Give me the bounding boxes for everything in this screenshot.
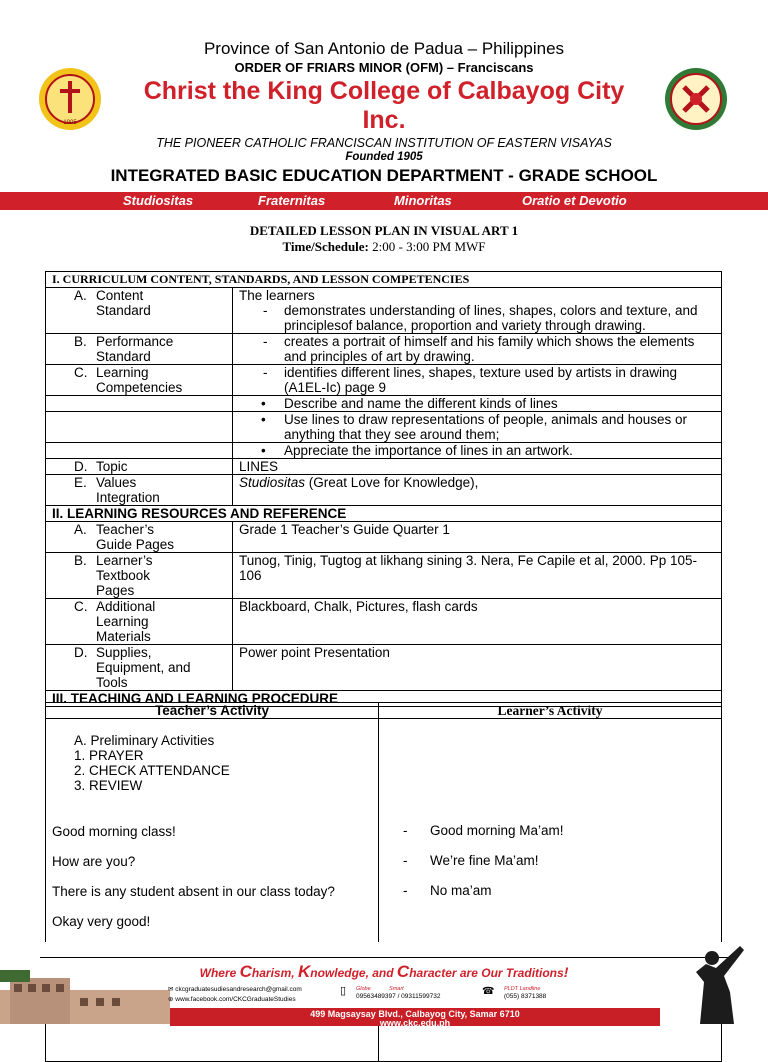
slogan-excl: !: [563, 964, 569, 980]
tg-letter: A.: [74, 522, 87, 537]
lesson-plan-table: [45, 271, 722, 707]
schedule-value: 2:00 - 3:00 PM MWF: [372, 239, 486, 254]
values-letter: E.: [74, 475, 87, 490]
lt-label2: Textbook: [96, 568, 151, 583]
row-learners-textbook: [46, 553, 722, 599]
plan-title: DETAILED LESSON PLAN IN VISUAL ART 1: [249, 223, 519, 238]
contact-mobile: [340, 985, 440, 1001]
row-teachers-guide: [46, 522, 722, 553]
tg-label1: Teacher’s: [96, 522, 155, 537]
seal-year: 1905: [63, 120, 77, 126]
su-letter: D.: [74, 645, 88, 660]
row-content-standard: [46, 288, 722, 334]
schedule-label: Time/Schedule:: [282, 239, 369, 254]
telephone-icon: ☎: [482, 986, 495, 997]
statue-image: [660, 942, 768, 1024]
tg-label: [46, 522, 233, 553]
contact-landline: [482, 985, 546, 1001]
am-label: [46, 599, 233, 645]
learn-letter: C.: [74, 365, 88, 380]
row-topic: [46, 459, 722, 475]
prelim-activities: A. Preliminary Activities: [74, 733, 215, 748]
contact-mobile-numbers: 09563489397 / 09311599732: [356, 993, 441, 1000]
slogan-w1: harism,: [251, 966, 298, 980]
topic-letter: D.: [74, 459, 88, 474]
perf-label2: Standard: [96, 349, 151, 364]
website-text[interactable]: www.ckc.edu.ph: [379, 1018, 451, 1028]
am-label1: Additional: [96, 599, 156, 614]
perf-label1: Performance: [96, 334, 174, 349]
tradition-slogan: [0, 962, 768, 982]
lt-value: Tunog, Tinig, Tugtog at likhang sining 3. Nera, Fe Capile et al, 2000. Pp 105-106: [233, 553, 722, 599]
row-values: [46, 475, 722, 506]
learner-line-2: - We’re fine Ma’am!: [379, 853, 721, 868]
section-procedure: III. TEACHING AND LEARNING PROCEDURE: [46, 691, 722, 707]
objective-3: • Appreciate the importance of lines in an artwork.: [239, 443, 715, 458]
motto-minoritas: Minoritas: [394, 193, 452, 208]
section-resources: II. LEARNING RESOURCES AND REFERENCE: [46, 506, 722, 522]
values-label2: Integration: [96, 490, 160, 505]
order-line: ORDER OF FRIARS MINOR (OFM) – Franciscans: [234, 60, 534, 75]
perf-letter: B.: [74, 334, 87, 349]
tg-label2: Guide Pages: [96, 537, 175, 552]
performance-value: [233, 334, 722, 365]
content-letter: A.: [74, 288, 87, 303]
slogan-c1: C: [239, 962, 252, 981]
step-review: 3. REVIEW: [74, 778, 143, 793]
lt-label3: Pages: [96, 583, 135, 598]
lt-label1: Learner’s: [96, 553, 153, 568]
teacher-line-2: How are you?: [52, 854, 136, 869]
am-label3: Materials: [96, 629, 151, 644]
content-label2: Standard: [96, 303, 151, 318]
step-attendance: 2. CHECK ATTENDANCE: [74, 763, 230, 778]
learn-label1: Learning: [96, 365, 149, 380]
am-value: Blackboard, Chalk, Pictures, flash cards: [233, 599, 722, 645]
tagline: THE PIONEER CATHOLIC FRANCISCAN INSTITUTION OF EASTERN VISAYAS: [156, 136, 612, 150]
su-value: Power point Presentation: [233, 645, 722, 691]
content-label1: Content: [96, 288, 144, 303]
teacher-line-4: Okay very good!: [52, 914, 151, 929]
contact-online: [168, 985, 302, 1005]
values-label1: Values: [96, 475, 137, 490]
smart-label: Smart: [389, 986, 404, 992]
perf-item: - creates a portrait of himself and his family which shows the elements and principles of art by drawing.: [239, 334, 715, 364]
college-name: [0, 77, 768, 135]
am-letter: C.: [74, 599, 88, 614]
step-prayer: 1. PRAYER: [74, 748, 144, 763]
learner-line-1: - Good morning Ma’am!: [379, 823, 721, 838]
section-curriculum: I. CURRICULUM CONTENT, STANDARDS, AND LESSON COMPETENCIES: [46, 272, 722, 288]
teacher-line-1: Good morning class!: [52, 824, 176, 839]
learn-label2: Competencies: [96, 380, 183, 395]
topic-label: [46, 459, 233, 475]
row-objective-2: [46, 412, 722, 443]
objective-2: • Use lines to draw representations of people, animals and houses or anything that they see around them;: [239, 412, 715, 442]
values-italic: Studiositas: [239, 475, 306, 490]
teacher-activity-head: Teacher’s Activity: [46, 703, 379, 719]
schedule-line: [0, 239, 768, 255]
department-line: INTEGRATED BASIC EDUCATION DEPARTMENT - GRADE SCHOOL: [110, 166, 658, 185]
content-standard-value: [233, 288, 722, 334]
content-standard-label: [46, 288, 233, 334]
motto-studiositas: Studiositas: [123, 193, 194, 208]
topic-value: LINES: [233, 459, 722, 475]
founded-line: Founded 1905: [345, 151, 423, 163]
footer: [0, 942, 768, 1028]
am-label2: Learning: [96, 614, 149, 629]
row-learning-competencies: [46, 365, 722, 396]
su-label: [46, 645, 233, 691]
row-objective-1: [46, 396, 722, 412]
objective-1: • Describe and name the different kinds of lines: [239, 396, 715, 411]
lt-letter: B.: [74, 553, 87, 568]
row-supplies: [46, 645, 722, 691]
teacher-line-3: There is any student absent in our class today?: [52, 884, 335, 899]
su-label2: Equipment, and: [96, 660, 191, 675]
landline-number: (055) 8371388: [504, 993, 547, 1000]
values-label: [46, 475, 233, 506]
motto-oratio: Oratio et Devotio: [522, 193, 627, 208]
slogan-k: K: [297, 962, 311, 981]
email-icon: ✉: [168, 986, 174, 993]
content-intro: The learners: [239, 288, 315, 303]
row-performance-standard: [46, 334, 722, 365]
slogan-w3: haracter are Our Traditions: [409, 966, 564, 980]
values-value: [233, 475, 722, 506]
footer-divider: [40, 957, 730, 958]
college-name-line1: Christ the King College of Calbayog City: [143, 77, 625, 105]
slogan-pre: Where: [199, 966, 240, 980]
learner-activity-head: Learner’s Activity: [379, 703, 722, 719]
address-bar: [170, 1008, 660, 1026]
tg-value: Grade 1 Teacher’s Guide Quarter 1: [233, 522, 722, 553]
college-name-line2: Inc.: [362, 106, 406, 134]
contact-facebook[interactable]: www.facebook.com/CKCGraduateStudies: [175, 996, 296, 1003]
motto-bar: [0, 192, 768, 210]
globe-label: Globe: [356, 986, 371, 992]
competencies-value: [233, 365, 722, 396]
slogan-w2: nowledge, and: [310, 966, 397, 980]
address-text: 499 Magsaysay Blvd., Calbayog City, Samar 6710: [310, 1009, 520, 1019]
lt-label: [46, 553, 233, 599]
province-line: Province of San Antonio de Padua – Philippines: [203, 39, 565, 58]
row-additional-materials: [46, 599, 722, 645]
su-label3: Tools: [96, 675, 128, 690]
learn-item: - identifies different lines, shapes, texture used by artists in drawing (A1EL-Ic) page 9: [239, 365, 715, 395]
content-item: - demonstrates understanding of lines, shapes, colors and texture, and principlesof balance, proportion and variety through drawing.: [239, 303, 715, 333]
contact-email[interactable]: ckcgraduatesudiesandresearch@gmail.com: [175, 986, 302, 993]
performance-label: [46, 334, 233, 365]
competencies-label: [46, 365, 233, 396]
globe-icon: ⊕: [168, 996, 174, 1003]
topic-label-text: Topic: [96, 459, 128, 474]
motto-fraternitas: Fraternitas: [258, 193, 326, 208]
pldt-label: PLDT Landline: [504, 986, 541, 992]
slogan-c2: C: [396, 962, 410, 981]
values-rest: (Great Love for Knowledge),: [305, 475, 479, 490]
su-label1: Supplies,: [96, 645, 152, 660]
phone-icon: ▯: [340, 985, 347, 997]
learner-line-3: - No ma’am: [379, 883, 721, 898]
row-objective-3: [46, 443, 722, 459]
